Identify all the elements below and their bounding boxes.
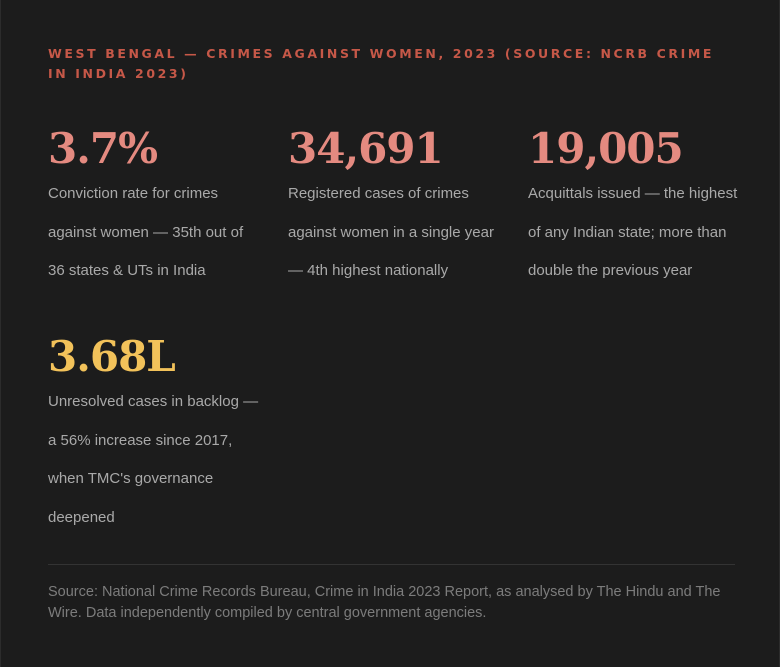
stat-value: 3.7%	[48, 124, 157, 173]
stat-acquittals	[528, 126, 743, 291]
stat-description: Registered cases of crimes against women in a single year — 4th highest nationally	[288, 185, 494, 280]
divider	[48, 564, 735, 565]
stat-value: 34,691	[288, 124, 443, 173]
stat-backlog	[48, 334, 263, 538]
stat-value: 19,005	[528, 124, 683, 173]
stat-value: 3.68L	[48, 332, 175, 381]
stat-description: Unresolved cases in backlog — a 56% increase since 2017, when TMC's governance deepened	[48, 393, 259, 527]
source-note: Source: National Crime Records Bureau, Crime in India 2023 Report, as analysed by The Hindu and The Wire. Data independently compiled by central government agencies.	[48, 584, 721, 621]
stat-description: Conviction rate for crimes against women — 35th out of 36 states & UTs in India	[48, 185, 244, 280]
stat-registered-cases	[288, 126, 503, 291]
section-eyebrow: WEST BENGAL — CRIMES AGAINST WOMEN, 2023 (SOURCE: NCRB CRIME IN INDIA 2023)	[48, 46, 715, 81]
stat-description: Acquittals issued — the highest of any Indian state; more than double the previous year	[528, 185, 738, 280]
stat-conviction-rate	[48, 126, 263, 291]
